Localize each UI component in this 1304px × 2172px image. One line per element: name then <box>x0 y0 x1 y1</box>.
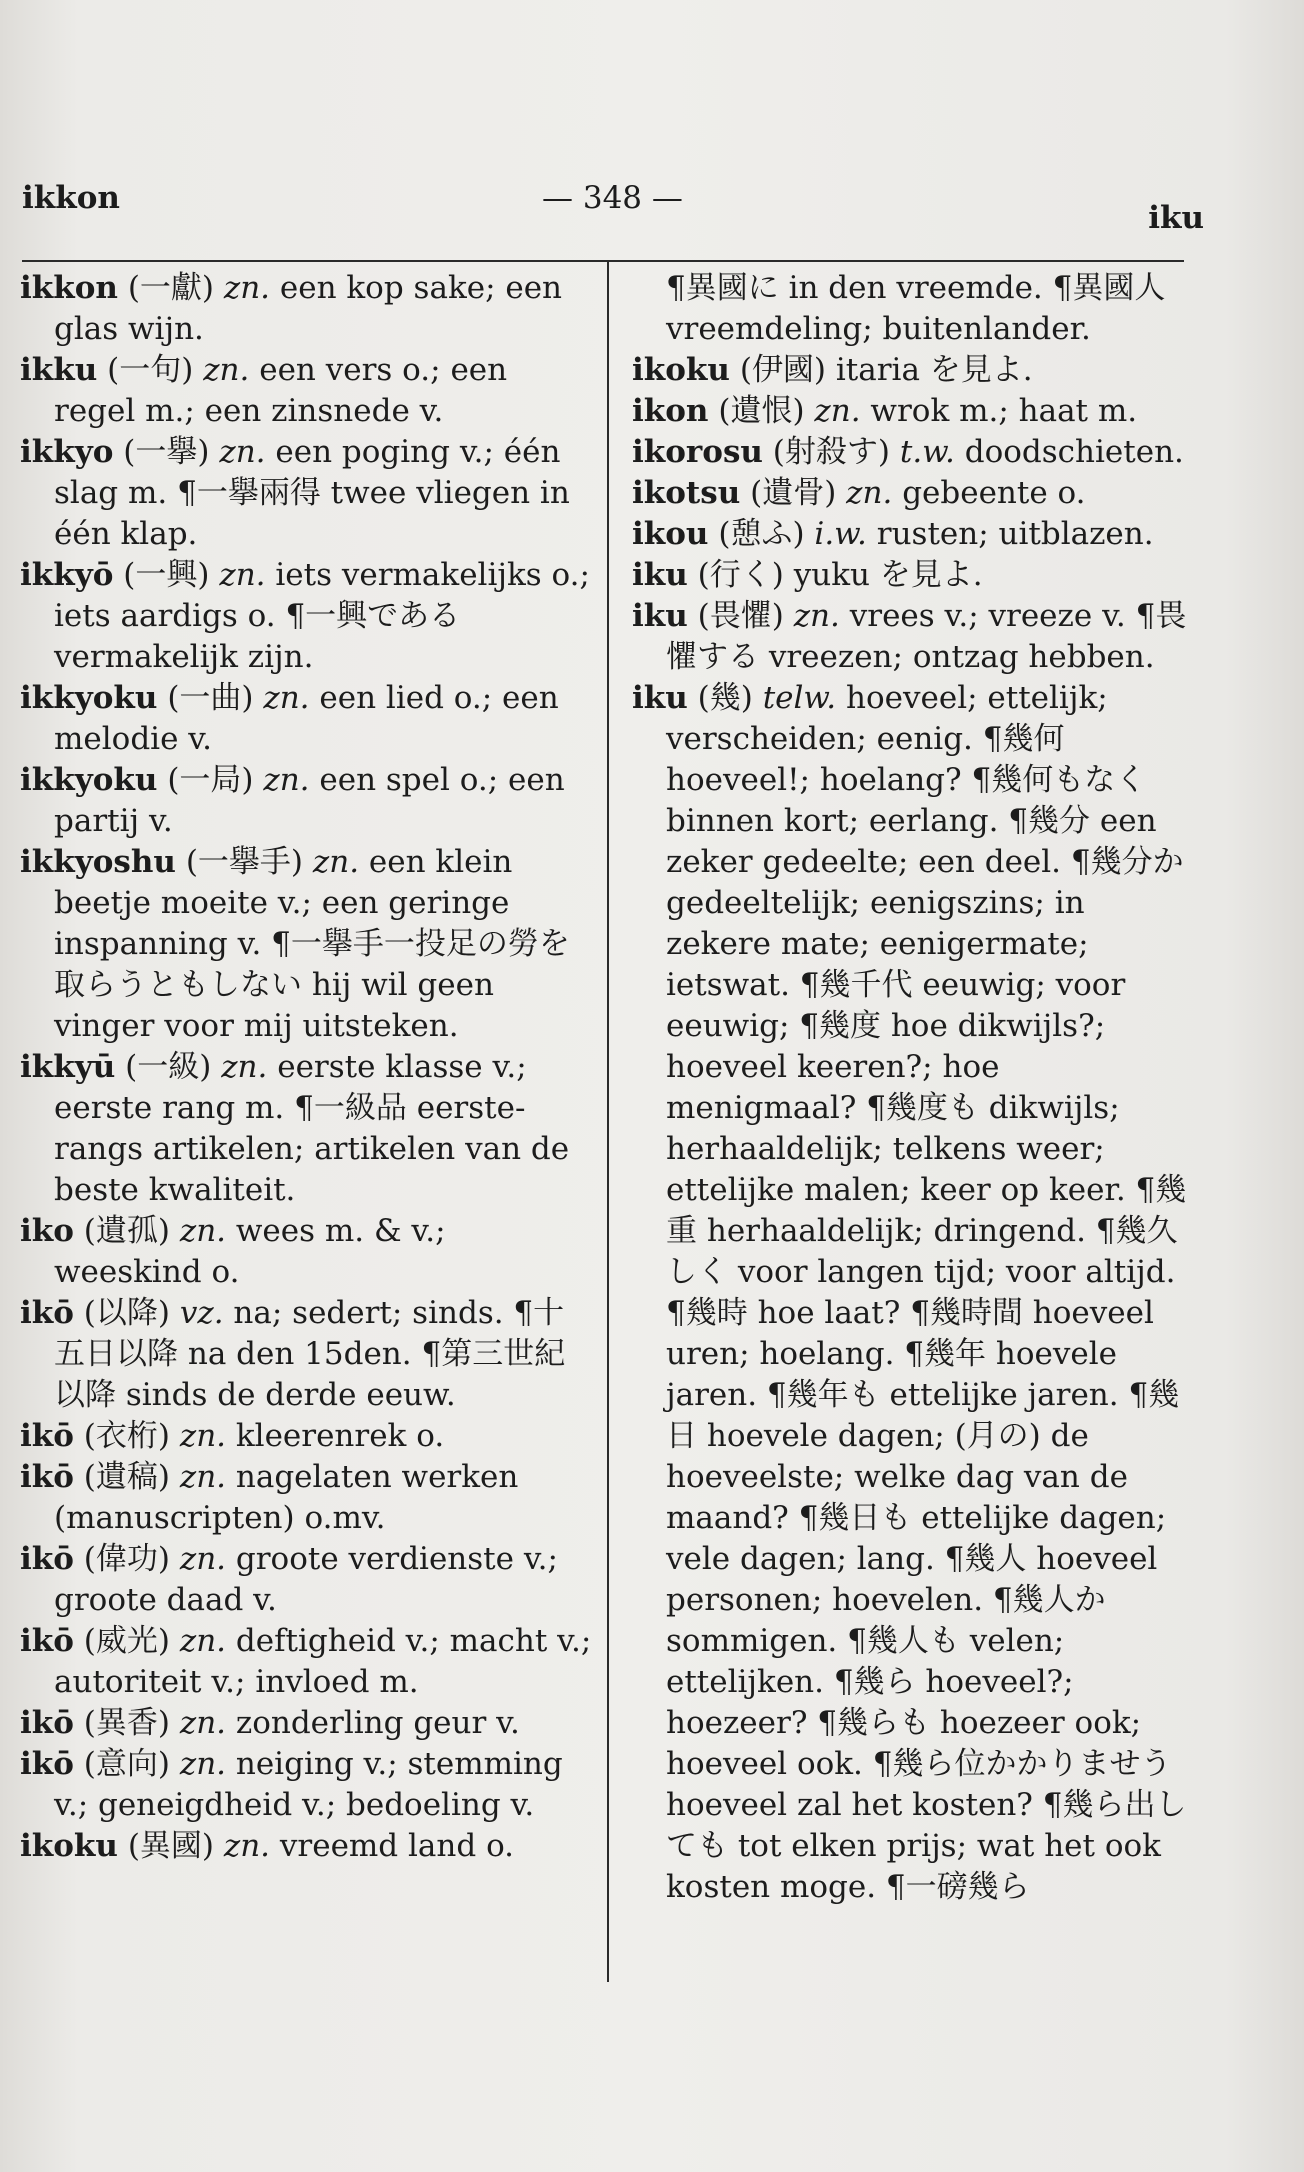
entry-headword: ikkon <box>20 270 118 306</box>
entry-pos: zn. <box>223 270 271 306</box>
dictionary-entry <box>20 1416 595 1457</box>
entry-pos: zn. <box>179 1459 227 1495</box>
dictionary-entry <box>20 1047 595 1211</box>
entry-definition: wrok m.; haat m. <box>870 393 1138 429</box>
entry-headword: ikkyoshu <box>20 844 176 880</box>
dictionary-entry <box>632 678 1192 1908</box>
entry-headword: ikkyoku <box>20 762 158 798</box>
dictionary-entry <box>20 268 595 350</box>
entry-definition: een spel o.; een partij v. <box>54 762 565 839</box>
entry-definition: yuku を見よ. <box>793 557 983 593</box>
entry-definition: hoeveel; ettelijk; verscheiden; eenig. ¶幾何 hoeveel!; hoelang? ¶幾何もなく binnen kort; eerlang. ¶幾分 een zeker gedeelte; een deel. ¶幾分か gedeeltelijk; eenigszins; in zekere mate; eenigermate; ietswat. ¶幾千代 eeuwig; voor eeuwig; ¶幾度 hoe dikwijls?; hoeveel keeren?; hoe menigmaal? ¶幾度も dikwijls; herhaaldelijk; telkens weer; ettelijke malen; keer op keer. ¶幾重 herhaaldelijk; dringend. ¶幾久しく voor langen tijd; voor altijd. ¶幾時 hoe laat? ¶幾時間 hoeveel uren; hoelang. ¶幾年 hoevele jaren. ¶幾年も ettelijke jaren. ¶幾日 hoevele dagen; (月の) de hoeveelste; welke dag van de maand? ¶幾日も ettelijke dagen; vele dagen; lang. ¶幾人 hoeveel personen; hoevelen. ¶幾人か sommigen. ¶幾人も velen; ettelijken. ¶幾ら hoeveel?; hoezeer? ¶幾らも hoezeer ook; hoeveel ook. ¶幾ら位かかりませう hoeveel zal het kosten? ¶幾ら出しても tot elken prijs; wat het ook kosten moge. ¶一磅幾ら <box>666 680 1187 1905</box>
entry-headword: iko <box>20 1213 74 1249</box>
entry-pos: zn. <box>221 1049 268 1085</box>
entry-definition: doodschieten. <box>964 434 1184 470</box>
page-number: — 348 — <box>542 180 683 216</box>
entry-kanji: (一句) <box>107 352 194 388</box>
entry-kanji: (異國) <box>127 1828 215 1864</box>
dictionary-entry <box>20 1539 595 1621</box>
entry-headword: ikon <box>632 393 709 429</box>
entry-pos: zn. <box>219 434 266 470</box>
entry-definition: itaria を見よ. <box>835 352 1033 388</box>
entry-definition: een klein beetje moeite v.; een geringe inspanning v. ¶一擧手一投足の勞を取らうともしない hij wil geen vinger voor mij uitsteken. <box>54 844 570 1044</box>
entry-headword: iku <box>632 680 688 716</box>
entry-kanji: (衣桁) <box>83 1418 170 1454</box>
entry-pos: telw. <box>762 680 837 716</box>
entry-pos: zn. <box>263 762 310 798</box>
entry-definition: een poging v.; één slag m. ¶一擧兩得 twee vliegen in één klap. <box>54 434 570 552</box>
entry-kanji: (威光) <box>83 1623 170 1659</box>
dictionary-entry <box>632 514 1192 555</box>
entry-kanji: (遺恨) <box>718 393 805 429</box>
entry-definition: vrees v.; vreeze v. ¶畏懼する vreezen; ontzag hebben. <box>666 598 1187 675</box>
entry-definition: groote verdienste v.; groote daad v. <box>54 1541 558 1618</box>
entry-definition: een lied o.; een melodie v. <box>54 680 559 757</box>
dictionary-entry <box>20 1826 595 1867</box>
dictionary-entry <box>20 432 595 555</box>
entry-headword: ikkyo <box>20 434 114 470</box>
dictionary-entry <box>632 596 1192 678</box>
header-rule <box>22 260 1184 262</box>
entry-definition: nagelaten werken (manuscripten) o.mv. <box>54 1459 519 1536</box>
entry-kanji: (射殺す) <box>772 434 890 470</box>
page-header <box>22 180 1264 240</box>
dictionary-entry <box>20 1457 595 1539</box>
entry-pos: zn. <box>179 1541 227 1577</box>
entry-headword: ikō <box>20 1418 74 1454</box>
entry-definition: ¶異國に in den vreemde. ¶異國人 vreemdeling; buitenlander. <box>666 270 1166 347</box>
entry-pos: zn. <box>846 475 893 511</box>
entry-definition: iets vermakelijks o.; iets aardigs o. ¶一興である vermakelijk zijn. <box>54 557 590 675</box>
entry-headword: ikō <box>20 1295 74 1331</box>
dictionary-entry <box>20 1621 595 1703</box>
entry-pos: zn. <box>179 1746 227 1782</box>
entry-headword: ikō <box>20 1459 74 1495</box>
dictionary-entry <box>20 555 595 678</box>
entry-kanji: (伊國) <box>739 352 827 388</box>
entry-kanji: (一局) <box>167 762 254 798</box>
entry-definition: neiging v.; stemming v.; geneigdheid v.; bedoeling v. <box>54 1746 563 1823</box>
entry-kanji: (以降) <box>83 1295 170 1331</box>
entry-definition: na; sedert; sinds. ¶十五日以降 na den 15den. ¶第三世紀以降 sinds de derde eeuw. <box>54 1295 566 1413</box>
entry-headword: ikō <box>20 1746 74 1782</box>
entry-headword: ikō <box>20 1623 74 1659</box>
entry-definition: een vers o.; een regel m.; een zinsnede v. <box>54 352 508 429</box>
entry-kanji: (畏懼) <box>697 598 784 634</box>
entry-pos: zn. <box>179 1705 227 1741</box>
entry-pos: i.w. <box>814 516 867 552</box>
entry-headword: ikō <box>20 1541 74 1577</box>
entry-kanji: (一獻) <box>127 270 215 306</box>
entry-kanji: (遺孤) <box>83 1213 170 1249</box>
dictionary-entry <box>632 555 1192 596</box>
entry-headword: ikou <box>632 516 709 552</box>
entry-pos: zn. <box>203 352 250 388</box>
dictionary-entry <box>632 350 1192 391</box>
entry-pos: zn. <box>179 1623 227 1659</box>
dictionary-entry <box>20 1744 595 1826</box>
entry-pos: zn. <box>219 557 266 593</box>
dictionary-entry <box>20 760 595 842</box>
entry-definition: vreemd land o. <box>279 1828 515 1864</box>
entry-kanji: (一擧) <box>123 434 210 470</box>
entry-definition: eerste klasse v.; eerste rang m. ¶一級品 eerste-rangs artikelen; artikelen van de beste kwaliteit. <box>54 1049 570 1208</box>
dictionary-entry <box>20 1211 595 1293</box>
header-right-word: iku <box>1148 200 1204 236</box>
dictionary-entry <box>20 1703 595 1744</box>
entry-headword: ikō <box>20 1705 74 1741</box>
entry-headword: ikkyō <box>20 557 114 593</box>
dictionary-entry <box>632 391 1192 432</box>
entry-kanji: (幾) <box>697 680 753 716</box>
dictionary-entry <box>20 1293 595 1416</box>
entry-headword: ikkyoku <box>20 680 158 716</box>
entry-headword: ikoku <box>632 352 730 388</box>
entry-headword: iku <box>632 598 688 634</box>
dictionary-entry <box>20 842 595 1047</box>
dictionary-entry <box>632 432 1192 473</box>
entry-pos: vz. <box>179 1295 224 1331</box>
entry-pos: zn. <box>179 1418 227 1454</box>
entry-kanji: (行く) <box>697 557 784 593</box>
entry-definition: deftigheid v.; macht v.; autoriteit v.; invloed m. <box>54 1623 592 1700</box>
right-column <box>632 268 1192 1908</box>
entry-definition: zonderling geur v. <box>235 1705 520 1741</box>
entry-headword: ikkyū <box>20 1049 116 1085</box>
entry-pos: zn. <box>223 1828 271 1864</box>
entry-kanji: (一擧手) <box>185 844 304 880</box>
entry-pos: zn. <box>793 598 840 634</box>
entry-pos: zn. <box>263 680 310 716</box>
entry-definition: rusten; uitblazen. <box>876 516 1154 552</box>
entry-kanji: (偉功) <box>83 1541 170 1577</box>
entry-kanji: (一級) <box>125 1049 212 1085</box>
dictionary-entry <box>20 678 595 760</box>
left-column <box>20 268 595 1867</box>
entry-headword: ikotsu <box>632 475 741 511</box>
dictionary-entry <box>632 473 1192 514</box>
entry-definition: gebeente o. <box>902 475 1086 511</box>
entry-kanji: (憩ふ) <box>718 516 805 552</box>
entry-kanji: (遺稿) <box>83 1459 170 1495</box>
dictionary-entry <box>20 350 595 432</box>
entry-headword: iku <box>632 557 688 593</box>
entry-definition: wees m. & v.; weeskind o. <box>54 1213 446 1290</box>
entry-headword: ikoku <box>20 1828 118 1864</box>
entry-headword: ikorosu <box>632 434 763 470</box>
entry-pos: zn. <box>179 1213 227 1249</box>
entry-definition: een kop sake; een glas wijn. <box>54 270 563 347</box>
entry-kanji: (意向) <box>83 1746 170 1782</box>
entry-kanji: (遺骨) <box>750 475 837 511</box>
entry-pos: zn. <box>312 844 360 880</box>
entry-pos: t.w. <box>899 434 955 470</box>
column-divider <box>607 262 609 1982</box>
entry-pos: zn. <box>814 393 861 429</box>
entry-kanji: (異香) <box>83 1705 170 1741</box>
header-left-word: ikkon <box>22 180 120 216</box>
entry-definition: kleerenrek o. <box>235 1418 445 1454</box>
entry-kanji: (一曲) <box>167 680 254 716</box>
entry-kanji: (一興) <box>123 557 210 593</box>
entry-headword: ikku <box>20 352 98 388</box>
dictionary-entry <box>632 268 1192 350</box>
